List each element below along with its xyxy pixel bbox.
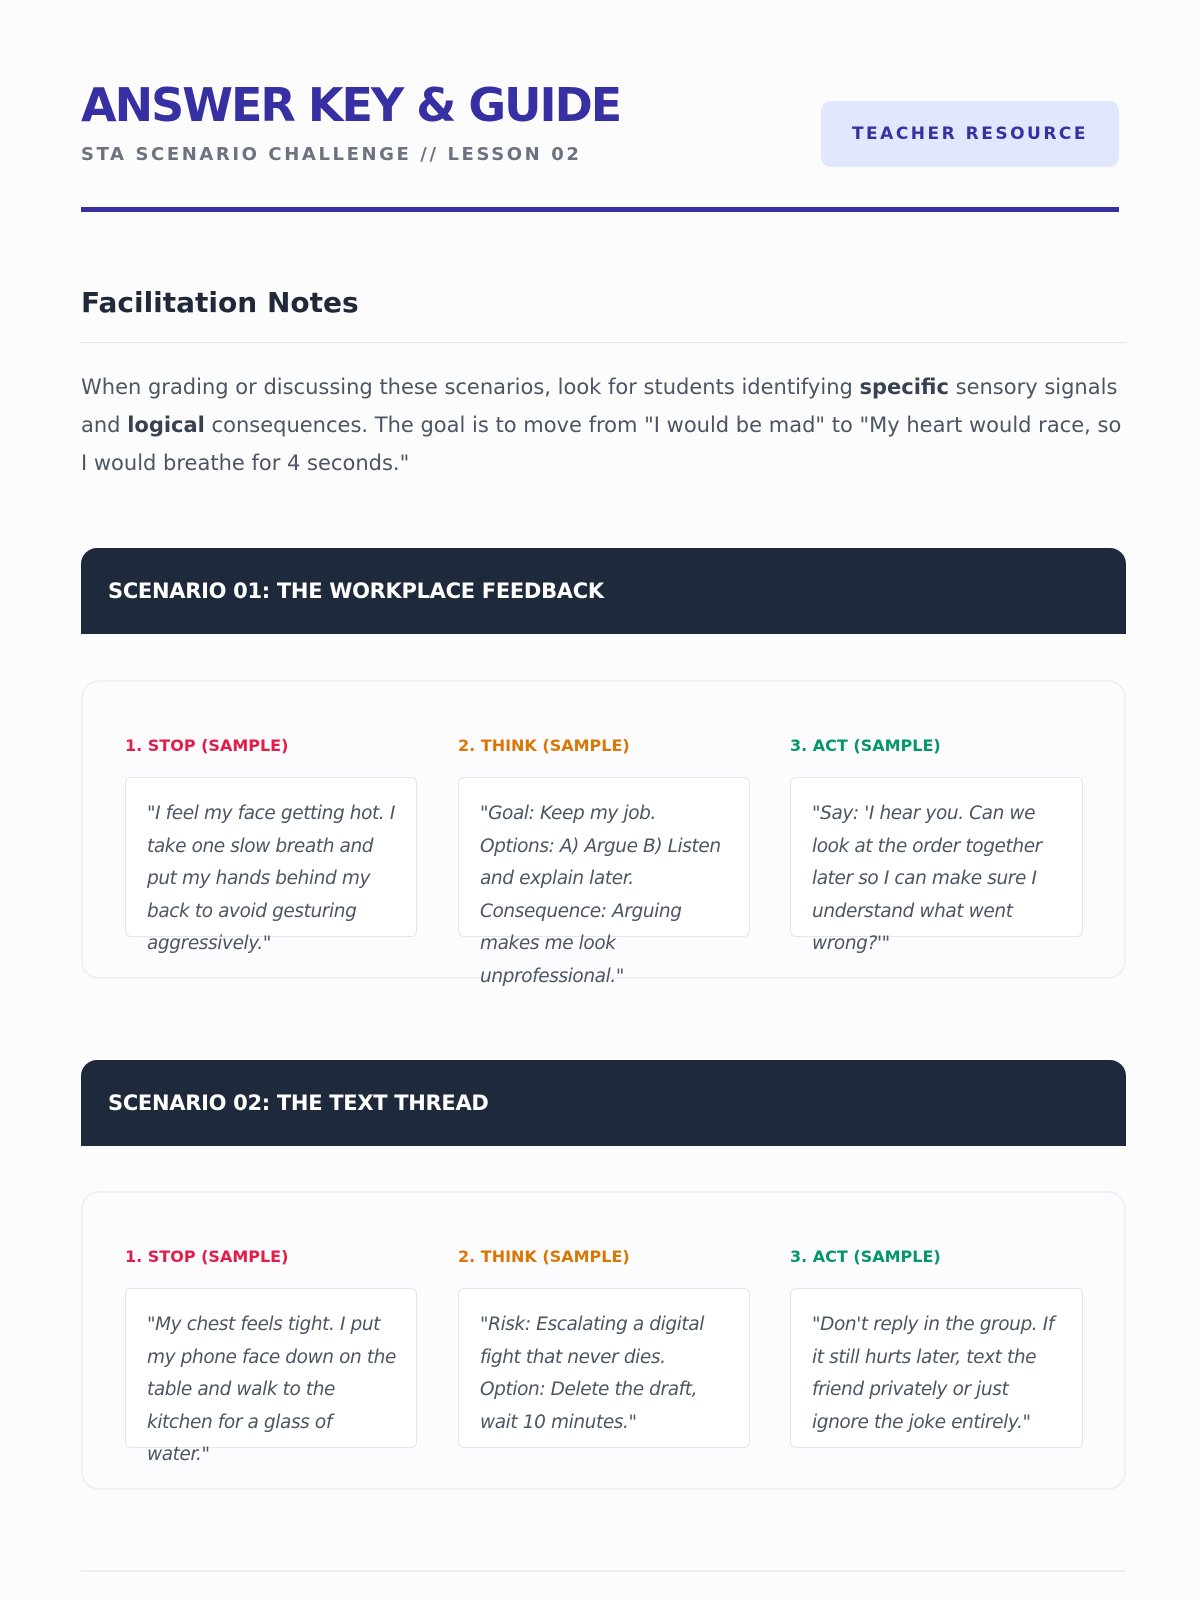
scenario-01-act-column: [790, 682, 1083, 977]
page-title: ANSWER KEY & GUIDE: [81, 78, 621, 132]
scenario-01-stop-column: [125, 682, 417, 977]
scenario-01-think-label: 2. THINK (SAMPLE): [458, 736, 630, 755]
facilitation-intro: [81, 368, 1126, 482]
scenario-01-think-answer: "Goal: Keep my job. Options: A) Argue B) Listen and explain later. Consequence: Arguing makes me look unprofessional.": [480, 803, 721, 987]
scenario-02-card: [81, 1191, 1126, 1490]
footer-divider: [81, 1570, 1126, 1572]
scenario-01-act-answer-box: [790, 777, 1083, 954]
teacher-resource-badge: TEACHER RESOURCE: [821, 101, 1119, 167]
scenario-02-think-answer-box: [458, 1288, 750, 1448]
scenario-02-stop-label: 1. STOP (SAMPLE): [125, 1247, 289, 1266]
scenario-01-header: [81, 548, 1126, 634]
scenario-01-stop-label: 1. STOP (SAMPLE): [125, 736, 289, 755]
scenario-01-stop-answer: "I feel my face getting hot. I take one slow breath and put my hands behind my back to avoid gesturing aggressively.": [147, 803, 395, 954]
scenario-01-card: [81, 680, 1126, 987]
scenario-01-act-label: 3. ACT (SAMPLE): [790, 736, 941, 755]
page-subtitle: STA SCENARIO CHALLENGE // LESSON 02: [81, 144, 582, 165]
scenario-02-act-column: [790, 1193, 1083, 1488]
scenario-01-think-column: [458, 682, 750, 987]
scenario-01-act-answer: "Say: 'I hear you. Can we look at the order together later so I can make sure I understand what went wrong?'": [812, 803, 1042, 954]
intro-text-2: sensory signals and: [81, 375, 1118, 437]
scenario-02-act-answer-box: [790, 1288, 1083, 1448]
intro-bold-logical: logical: [127, 413, 205, 437]
scenario-01-think-answer-box: [458, 777, 750, 987]
intro-text-3: consequences. The goal is to move from "I would be mad" to "My heart would race, so I would breathe for 4 seconds.": [81, 413, 1122, 475]
scenario-02-act-label: 3. ACT (SAMPLE): [790, 1247, 941, 1266]
scenario-02-think-column: [458, 1193, 750, 1488]
section-divider: [81, 342, 1126, 343]
intro-text-1: When grading or discussing these scenarios, look for students identifying: [81, 375, 860, 399]
scenario-02-act-answer: "Don't reply in the group. If it still hurts later, text the friend privately or just ignore the joke entirely.": [812, 1314, 1054, 1433]
scenario-02-think-label: 2. THINK (SAMPLE): [458, 1247, 630, 1266]
scenario-02-stop-answer: "My chest feels tight. I put my phone face down on the table and walk to the kitchen for a glass of water.": [147, 1314, 396, 1465]
facilitation-notes-title: Facilitation Notes: [81, 286, 359, 319]
scenario-01-title: SCENARIO 01: THE WORKPLACE FEEDBACK: [108, 579, 604, 603]
page-header: [81, 0, 1119, 212]
scenario-02-stop-answer-box: [125, 1288, 417, 1465]
scenario-02-header: [81, 1060, 1126, 1146]
scenario-02-title: SCENARIO 02: THE TEXT THREAD: [108, 1091, 489, 1115]
scenario-02-think-answer: "Risk: Escalating a digital fight that never dies. Option: Delete the draft, wait 10 minutes.": [480, 1314, 704, 1433]
intro-bold-specific: specific: [859, 375, 949, 399]
scenario-02-stop-column: [125, 1193, 417, 1488]
scenario-01-stop-answer-box: [125, 777, 417, 954]
